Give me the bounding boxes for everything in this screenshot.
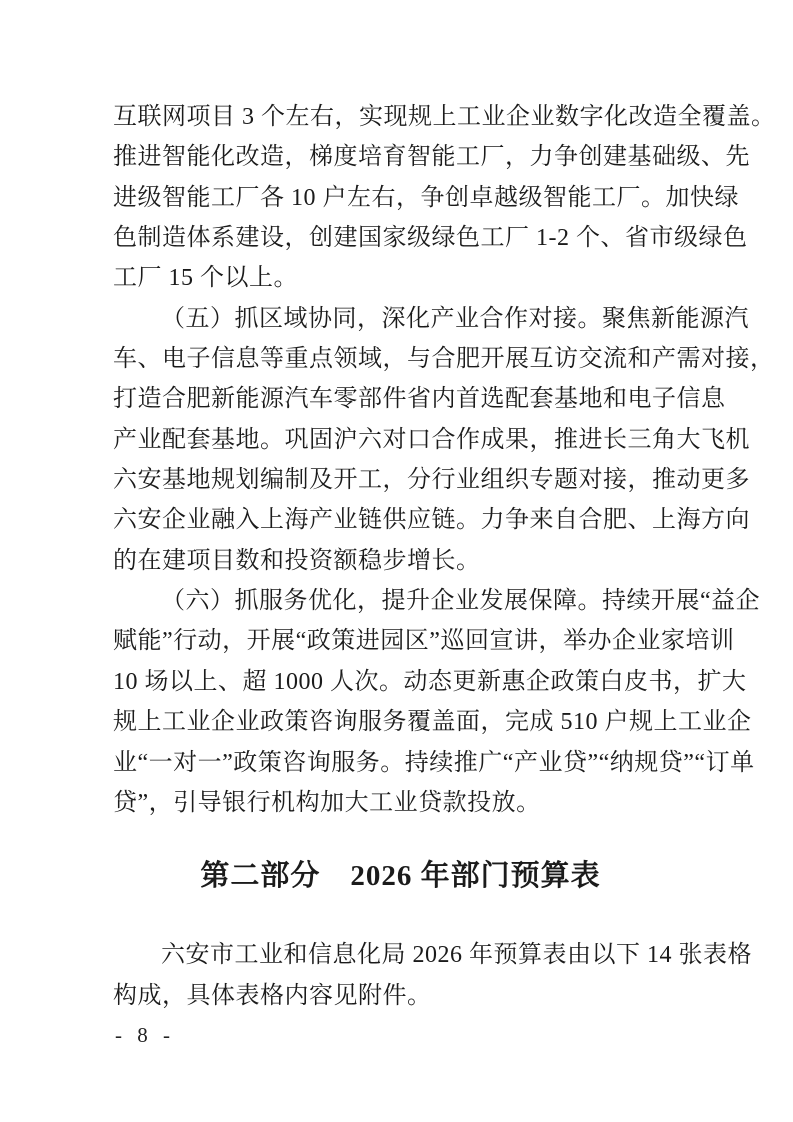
text-line: （六）抓服务优化，提升企业发展保障。持续开展“益企 — [161, 588, 761, 615]
text-line: 互联网项目 3 个左右，实现规上工业企业数字化改造全覆盖。 — [113, 104, 776, 130]
text-line: 10 场以上、超 1000 人次。动态更新惠企政策白皮书，扩大 — [113, 668, 747, 695]
text-line: 推进智能化改造，梯度培育智能工厂，力争创建基础级、先 — [113, 144, 750, 171]
paragraph — [113, 97, 776, 299]
text-line: 工厂 15 个以上。 — [113, 265, 298, 292]
text-line: 规上工业企业政策咨询服务覆盖面，完成 510 户规上工业企 — [113, 709, 752, 736]
paragraph — [113, 299, 775, 581]
page-number: - 8 - — [115, 1023, 175, 1047]
text-line: 车、电子信息等重点领域，与合肥开展互访交流和产需对接， — [113, 346, 775, 373]
text-line: 的在建项目数和投资额稳步增长。 — [113, 547, 481, 574]
text-line: 六安基地规划编制及开工，分行业组织专题对接，推动更多 — [113, 467, 750, 494]
text-line: 产业配套基地。巩固沪六对口合作成果，推进长三角大飞机 — [113, 426, 750, 453]
text-line: 贷”，引导银行机构加大工业贷款投放。 — [113, 789, 541, 816]
text-line: 业“一对一”政策咨询服务。持续推广“产业贷”“纳规贷”“订单 — [113, 749, 755, 776]
footer-paragraphs — [113, 935, 752, 1016]
body-paragraphs — [113, 97, 776, 823]
text-line: 进级智能工厂各 10 户左右，争创卓越级智能工厂。加快绿 — [113, 184, 739, 211]
document-body — [113, 97, 776, 1016]
text-line: 构成，具体表格内容见附件。 — [113, 982, 432, 1009]
text-line: 六安市工业和信息化局 2026 年预算表由以下 14 张表格 — [161, 942, 752, 969]
text-line: 色制造体系建设，创建国家级绿色工厂 1-2 个、省市级绿色 — [113, 225, 748, 252]
paragraph — [113, 581, 761, 823]
text-line: 六安企业融入上海产业链供应链。力争来自合肥、上海方向 — [113, 507, 750, 534]
section-heading: 第二部分 2026 年部门预算表 — [200, 860, 601, 893]
text-line: 赋能”行动，开展“政策进园区”巡回宣讲，举办企业家培训 — [113, 628, 735, 655]
paragraph — [113, 935, 752, 1016]
text-line: 打造合肥新能源汽车零部件省内首选配套基地和电子信息 — [113, 386, 726, 413]
text-line: （五）抓区域协同，深化产业合作对接。聚焦新能源汽 — [161, 305, 749, 332]
